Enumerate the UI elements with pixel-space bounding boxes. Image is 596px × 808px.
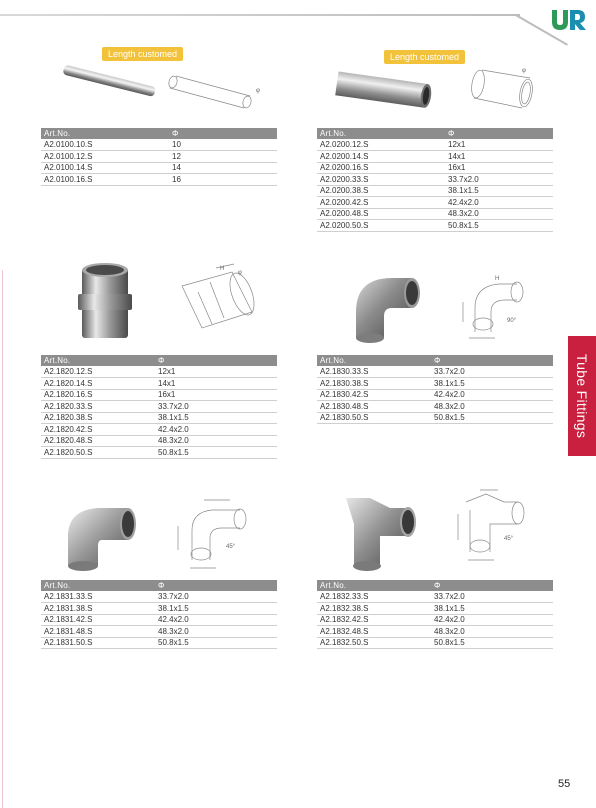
- table-row: [317, 401, 553, 413]
- table-row: [41, 174, 277, 186]
- diameter-cell: 12x1: [445, 139, 553, 151]
- left-rule: [2, 270, 3, 808]
- length-customed-badge-left: Length customed: [102, 47, 183, 61]
- artno-cell: A2.0200.16.S: [317, 162, 445, 174]
- diameter-cell: 33.7x2.0: [445, 174, 553, 186]
- square-elbow-photo-icon: [340, 494, 430, 574]
- diameter-cell: 38.1x1.5: [155, 412, 277, 424]
- spec-table-0200: [317, 128, 553, 232]
- col-header-artno: Art.No.: [317, 355, 431, 366]
- table-header-row: [317, 355, 553, 366]
- diameter-cell: 42.4x2.0: [155, 424, 277, 436]
- table-row: [317, 208, 553, 220]
- artno-cell: A2.1831.33.S: [41, 591, 155, 603]
- col-header-artno: Art.No.: [41, 580, 155, 591]
- elbow-photo-icon: [340, 268, 430, 344]
- col-header-diameter: Φ: [169, 128, 277, 139]
- artno-cell: A2.0200.50.S: [317, 220, 445, 232]
- section-tab: [568, 336, 596, 456]
- diameter-cell: 42.4x2.0: [431, 389, 553, 401]
- svg-text:φ: φ: [238, 270, 242, 276]
- diameter-cell: 48.3x2.0: [445, 208, 553, 220]
- artno-cell: A2.1832.50.S: [317, 637, 431, 649]
- big-tube-photo-icon: [334, 68, 434, 118]
- table-header-row: [317, 128, 553, 139]
- artno-cell: A2.0100.16.S: [41, 174, 169, 186]
- diameter-cell: 16x1: [445, 162, 553, 174]
- diameter-cell: 14: [169, 162, 277, 174]
- table-row: [317, 139, 553, 151]
- diameter-cell: 38.1x1.5: [431, 378, 553, 390]
- page-number: 55: [558, 778, 571, 790]
- col-header-artno: Art.No.: [41, 128, 169, 139]
- svg-text:H: H: [495, 276, 500, 282]
- table-row: [317, 603, 553, 615]
- artno-cell: A2.1831.48.S: [41, 626, 155, 638]
- diameter-cell: 33.7x2.0: [155, 591, 277, 603]
- artno-cell: A2.0200.42.S: [317, 197, 445, 209]
- table-row: [41, 637, 277, 649]
- table-row: [41, 151, 277, 163]
- diameter-cell: 16x1: [155, 389, 277, 401]
- artno-cell: A2.0200.12.S: [317, 139, 445, 151]
- diameter-cell: 14x1: [445, 151, 553, 163]
- table-row: [317, 389, 553, 401]
- artno-cell: A2.1820.48.S: [41, 435, 155, 447]
- top-rule: [0, 14, 520, 16]
- table-row: [317, 366, 553, 378]
- artno-cell: A2.1831.50.S: [41, 637, 155, 649]
- table-row: [317, 151, 553, 163]
- svg-text:90°: 90°: [507, 318, 517, 324]
- svg-text:45°: 45°: [226, 544, 236, 550]
- square-elbow-drawing-icon: [452, 488, 542, 568]
- artno-cell: A2.1820.16.S: [41, 389, 155, 401]
- table-row: [41, 366, 277, 378]
- diameter-cell: 48.3x2.0: [431, 401, 553, 413]
- artno-cell: A2.0200.48.S: [317, 208, 445, 220]
- col-header-diameter: Φ: [445, 128, 553, 139]
- diameter-cell: 16: [169, 174, 277, 186]
- artno-cell: A2.1832.42.S: [317, 614, 431, 626]
- artno-cell: A2.1831.42.S: [41, 614, 155, 626]
- diameter-cell: 50.8x1.5: [155, 637, 277, 649]
- diameter-cell: 42.4x2.0: [445, 197, 553, 209]
- table-row: [317, 197, 553, 209]
- table-row: [41, 424, 277, 436]
- artno-cell: A2.0100.14.S: [41, 162, 169, 174]
- artno-cell: A2.1820.42.S: [41, 424, 155, 436]
- diameter-cell: 33.7x2.0: [155, 401, 277, 413]
- svg-text:φ: φ: [256, 88, 260, 94]
- spec-table-1830: [317, 355, 553, 424]
- diameter-cell: 50.8x1.5: [431, 637, 553, 649]
- spec-table-1820: [41, 355, 277, 459]
- artno-cell: A2.0100.12.S: [41, 151, 169, 163]
- table-row: [41, 603, 277, 615]
- flat-elbow-drawing-icon: [170, 496, 260, 576]
- table-row: [41, 139, 277, 151]
- diameter-cell: 50.8x1.5: [155, 447, 277, 459]
- artno-cell: A2.1832.33.S: [317, 591, 431, 603]
- diameter-cell: 50.8x1.5: [431, 412, 553, 424]
- diameter-cell: 38.1x1.5: [431, 603, 553, 615]
- diameter-cell: 48.3x2.0: [431, 626, 553, 638]
- diameter-cell: 12x1: [155, 366, 277, 378]
- elbow-drawing-icon: [455, 272, 545, 344]
- tube-drawing-icon: [168, 70, 268, 110]
- table-row: [317, 637, 553, 649]
- artno-cell: A2.1830.33.S: [317, 366, 431, 378]
- artno-cell: A2.1820.12.S: [41, 366, 155, 378]
- ur-logo-icon: [548, 4, 588, 34]
- col-header-artno: Art.No.: [317, 128, 445, 139]
- diameter-cell: 12: [169, 151, 277, 163]
- table-row: [41, 447, 277, 459]
- diameter-cell: 38.1x1.5: [155, 603, 277, 615]
- table-header-row: [41, 128, 277, 139]
- svg-text:45°: 45°: [504, 536, 514, 542]
- spec-table-0100: [41, 128, 277, 186]
- table-row: [41, 401, 277, 413]
- table-row: [317, 162, 553, 174]
- artno-cell: A2.1820.38.S: [41, 412, 155, 424]
- table-row: [317, 185, 553, 197]
- artno-cell: A2.1831.38.S: [41, 603, 155, 615]
- artno-cell: A2.1832.48.S: [317, 626, 431, 638]
- artno-cell: A2.1820.50.S: [41, 447, 155, 459]
- table-row: [317, 614, 553, 626]
- diameter-cell: 50.8x1.5: [445, 220, 553, 232]
- table-row: [317, 412, 553, 424]
- table-row: [317, 626, 553, 638]
- table-row: [41, 412, 277, 424]
- artno-cell: A2.1820.33.S: [41, 401, 155, 413]
- table-header-row: [41, 580, 277, 591]
- table-header-row: [41, 355, 277, 366]
- diameter-cell: 38.1x1.5: [445, 185, 553, 197]
- artno-cell: A2.1832.38.S: [317, 603, 431, 615]
- diameter-cell: 48.3x2.0: [155, 435, 277, 447]
- artno-cell: A2.1830.50.S: [317, 412, 431, 424]
- spec-table-1832: [317, 580, 553, 649]
- table-row: [317, 591, 553, 603]
- diameter-cell: 10: [169, 139, 277, 151]
- diameter-cell: 42.4x2.0: [155, 614, 277, 626]
- artno-cell: A2.0200.33.S: [317, 174, 445, 186]
- table-row: [41, 435, 277, 447]
- col-header-artno: Art.No.: [317, 580, 431, 591]
- artno-cell: A2.1830.42.S: [317, 389, 431, 401]
- diameter-cell: 33.7x2.0: [431, 366, 553, 378]
- diameter-cell: 14x1: [155, 378, 277, 390]
- table-row: [41, 389, 277, 401]
- col-header-diameter: Φ: [155, 580, 277, 591]
- artno-cell: A2.0200.38.S: [317, 185, 445, 197]
- table-row: [41, 614, 277, 626]
- diameter-cell: 42.4x2.0: [431, 614, 553, 626]
- flat-elbow-photo-icon: [58, 496, 148, 576]
- big-tube-drawing-icon: [470, 60, 550, 118]
- connector-drawing-icon: [172, 262, 262, 342]
- svg-text:H: H: [220, 266, 225, 272]
- artno-cell: A2.1830.48.S: [317, 401, 431, 413]
- length-customed-badge-right: Length customed: [384, 50, 465, 64]
- artno-cell: A2.1820.14.S: [41, 378, 155, 390]
- col-header-diameter: Φ: [431, 355, 553, 366]
- diameter-cell: 48.3x2.0: [155, 626, 277, 638]
- table-row: [41, 626, 277, 638]
- col-header-diameter: Φ: [155, 355, 277, 366]
- section-tab-label: Tube Fittings: [574, 353, 590, 439]
- col-header-artno: Art.No.: [41, 355, 155, 366]
- table-header-row: [317, 580, 553, 591]
- table-row: [41, 591, 277, 603]
- table-row: [317, 174, 553, 186]
- connector-photo-icon: [70, 258, 140, 342]
- table-row: [41, 162, 277, 174]
- table-row: [317, 220, 553, 232]
- diameter-cell: 33.7x2.0: [431, 591, 553, 603]
- artno-cell: A2.0200.14.S: [317, 151, 445, 163]
- table-row: [317, 378, 553, 390]
- table-row: [41, 378, 277, 390]
- spec-table-1831: [41, 580, 277, 649]
- tube-photo-icon: [60, 58, 160, 106]
- artno-cell: A2.1830.38.S: [317, 378, 431, 390]
- artno-cell: A2.0100.10.S: [41, 139, 169, 151]
- col-header-diameter: Φ: [431, 580, 553, 591]
- svg-text:φ: φ: [522, 68, 526, 74]
